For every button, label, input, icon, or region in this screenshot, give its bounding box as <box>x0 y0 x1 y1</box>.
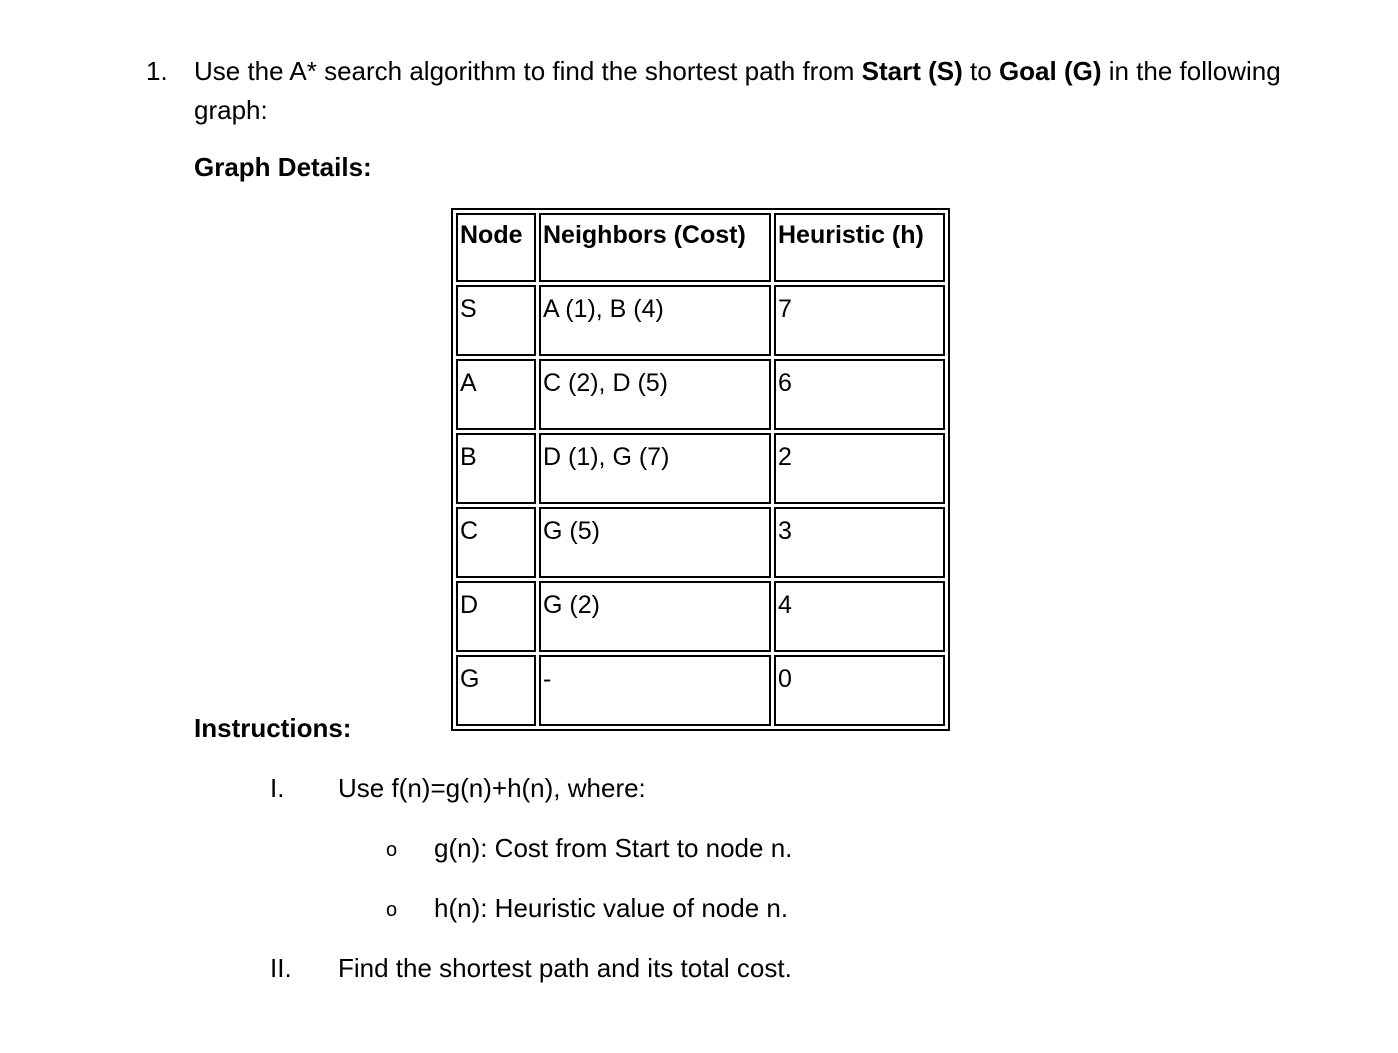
goal-label: Goal (G) <box>998 56 1102 86</box>
cell-neighbors: G (5) <box>539 507 771 578</box>
graph-table <box>451 208 950 731</box>
cell-neighbors: C (2), D (5) <box>539 359 771 430</box>
cell-neighbors: D (1), G (7) <box>539 433 771 504</box>
instruction-text-2: Find the shortest path and its total cost. <box>338 953 792 983</box>
cell-node: C <box>456 507 536 578</box>
table-header-row <box>456 213 945 282</box>
cell-heuristic: 2 <box>774 433 945 504</box>
table-row <box>456 285 945 356</box>
graph-details-heading: Graph Details: <box>194 152 372 182</box>
instruction-marker-1: I. <box>270 773 285 803</box>
table-row <box>456 507 945 578</box>
table-row <box>456 581 945 652</box>
cell-neighbors: - <box>539 655 771 726</box>
table-row <box>456 433 945 504</box>
table-row <box>456 655 945 726</box>
question-text-part-1: Use the A* search algorithm to find the shortest path from <box>194 56 862 86</box>
cell-heuristic: 4 <box>774 581 945 652</box>
table-row <box>456 359 945 430</box>
cell-heuristic: 0 <box>774 655 945 726</box>
question-number: 1. <box>146 56 168 86</box>
sub-bullet-marker: o <box>386 839 398 861</box>
header-heuristic: Heuristic (h) <box>774 213 945 282</box>
cell-node: G <box>456 655 536 726</box>
sub-bullet-marker: o <box>386 899 398 921</box>
cell-node: A <box>456 359 536 430</box>
question-text-part-2: to <box>962 56 999 86</box>
cell-node: B <box>456 433 536 504</box>
cell-neighbors: A (1), B (4) <box>539 285 771 356</box>
cell-heuristic: 3 <box>774 507 945 578</box>
sub-bullet-text: h(n): Heuristic value of node n. <box>434 893 789 923</box>
question-text <box>194 52 1284 130</box>
cell-neighbors: G (2) <box>539 581 771 652</box>
sub-bullet-text: g(n): Cost from Start to node n. <box>434 833 793 863</box>
cell-heuristic: 6 <box>774 359 945 430</box>
question-text-part-3: in the following graph: <box>194 56 1281 125</box>
cell-node: S <box>456 285 536 356</box>
instructions-heading: Instructions: <box>194 713 352 743</box>
instruction-marker-2: II. <box>270 953 292 983</box>
header-node: Node <box>456 213 536 282</box>
start-label: Start (S) <box>861 56 963 86</box>
cell-heuristic: 7 <box>774 285 945 356</box>
instruction-text-1: Use f(n)=g(n)+h(n), where: <box>338 773 646 803</box>
header-neighbors: Neighbors (Cost) <box>539 213 771 282</box>
cell-node: D <box>456 581 536 652</box>
